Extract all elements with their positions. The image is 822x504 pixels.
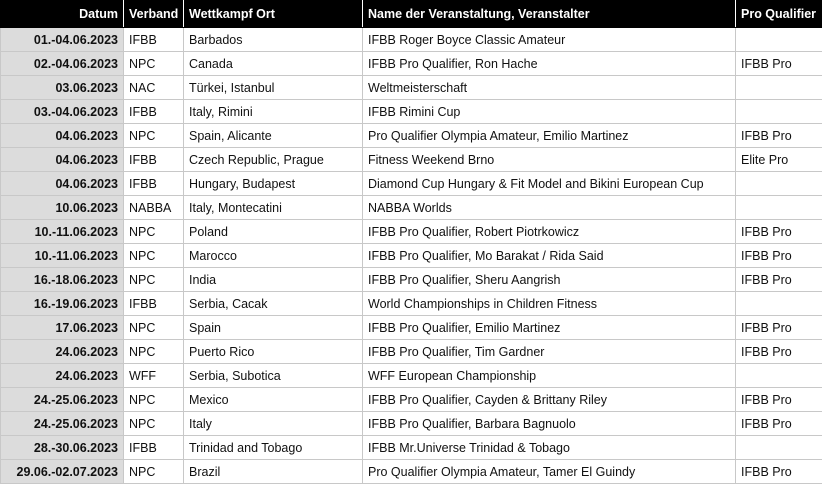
cell-wettkampf-ort: Marocco [184, 244, 363, 268]
cell-verband: NPC [124, 268, 184, 292]
table-body [1, 28, 822, 484]
cell-wettkampf-ort: Mexico [184, 388, 363, 412]
cell-veranstaltung: IFBB Roger Boyce Classic Amateur [363, 28, 736, 52]
table-row [1, 388, 822, 412]
table-row [1, 412, 822, 436]
cell-pro-qualifier [736, 172, 822, 196]
cell-pro-qualifier: IFBB Pro [736, 124, 822, 148]
table-header [1, 1, 822, 28]
cell-verband: IFBB [124, 100, 184, 124]
table-row [1, 172, 822, 196]
cell-wettkampf-ort: Barbados [184, 28, 363, 52]
cell-pro-qualifier: IFBB Pro [736, 220, 822, 244]
cell-veranstaltung: WFF European Championship [363, 364, 736, 388]
cell-veranstaltung: IFBB Pro Qualifier, Robert Piotrkowicz [363, 220, 736, 244]
cell-datum: 29.06.-02.07.2023 [1, 460, 124, 484]
cell-wettkampf-ort: Spain [184, 316, 363, 340]
cell-pro-qualifier [736, 364, 822, 388]
cell-verband: IFBB [124, 28, 184, 52]
cell-verband: NPC [124, 388, 184, 412]
table-row [1, 196, 822, 220]
cell-pro-qualifier [736, 292, 822, 316]
cell-wettkampf-ort: Türkei, Istanbul [184, 76, 363, 100]
cell-pro-qualifier: IFBB Pro [736, 340, 822, 364]
cell-wettkampf-ort: Serbia, Cacak [184, 292, 363, 316]
cell-wettkampf-ort: Italy, Montecatini [184, 196, 363, 220]
table-row [1, 124, 822, 148]
cell-verband: NABBA [124, 196, 184, 220]
cell-datum: 04.06.2023 [1, 124, 124, 148]
cell-wettkampf-ort: Serbia, Subotica [184, 364, 363, 388]
cell-pro-qualifier: IFBB Pro [736, 268, 822, 292]
cell-pro-qualifier: IFBB Pro [736, 244, 822, 268]
cell-datum: 16.-19.06.2023 [1, 292, 124, 316]
table-row [1, 148, 822, 172]
cell-datum: 24.-25.06.2023 [1, 412, 124, 436]
cell-veranstaltung: Weltmeisterschaft [363, 76, 736, 100]
table-row [1, 364, 822, 388]
cell-verband: NPC [124, 460, 184, 484]
table-row [1, 292, 822, 316]
cell-datum: 10.-11.06.2023 [1, 244, 124, 268]
cell-datum: 02.-04.06.2023 [1, 52, 124, 76]
cell-wettkampf-ort: Spain, Alicante [184, 124, 363, 148]
cell-pro-qualifier: IFBB Pro [736, 316, 822, 340]
cell-wettkampf-ort: Italy, Rimini [184, 100, 363, 124]
cell-veranstaltung: NABBA Worlds [363, 196, 736, 220]
table-row [1, 460, 822, 484]
cell-pro-qualifier: IFBB Pro [736, 412, 822, 436]
cell-datum: 24.-25.06.2023 [1, 388, 124, 412]
cell-veranstaltung: Diamond Cup Hungary & Fit Model and Bikini European Cup [363, 172, 736, 196]
cell-pro-qualifier: IFBB Pro [736, 460, 822, 484]
header-datum: Datum [1, 1, 124, 28]
cell-veranstaltung: IFBB Pro Qualifier, Tim Gardner [363, 340, 736, 364]
cell-veranstaltung: Pro Qualifier Olympia Amateur, Tamer El Guindy [363, 460, 736, 484]
cell-pro-qualifier [736, 76, 822, 100]
header-wettkampf-ort: Wettkampf Ort [184, 1, 363, 28]
table-row [1, 220, 822, 244]
cell-datum: 10.-11.06.2023 [1, 220, 124, 244]
header-row [1, 1, 822, 28]
table-row [1, 340, 822, 364]
table-row [1, 52, 822, 76]
cell-datum: 24.06.2023 [1, 340, 124, 364]
cell-datum: 04.06.2023 [1, 172, 124, 196]
cell-datum: 03.06.2023 [1, 76, 124, 100]
cell-verband: NPC [124, 244, 184, 268]
cell-verband: NAC [124, 76, 184, 100]
cell-datum: 01.-04.06.2023 [1, 28, 124, 52]
cell-datum: 17.06.2023 [1, 316, 124, 340]
table-row [1, 100, 822, 124]
cell-datum: 03.-04.06.2023 [1, 100, 124, 124]
cell-veranstaltung: IFBB Rimini Cup [363, 100, 736, 124]
cell-wettkampf-ort: Hungary, Budapest [184, 172, 363, 196]
cell-datum: 10.06.2023 [1, 196, 124, 220]
cell-pro-qualifier [736, 196, 822, 220]
cell-wettkampf-ort: Czech Republic, Prague [184, 148, 363, 172]
cell-verband: IFBB [124, 148, 184, 172]
cell-veranstaltung: Fitness Weekend Brno [363, 148, 736, 172]
table-row [1, 436, 822, 460]
cell-verband: NPC [124, 412, 184, 436]
cell-datum: 28.-30.06.2023 [1, 436, 124, 460]
cell-datum: 24.06.2023 [1, 364, 124, 388]
cell-veranstaltung: IFBB Mr.Universe Trinidad & Tobago [363, 436, 736, 460]
cell-wettkampf-ort: Italy [184, 412, 363, 436]
cell-pro-qualifier [736, 100, 822, 124]
cell-veranstaltung: IFBB Pro Qualifier, Ron Hache [363, 52, 736, 76]
cell-wettkampf-ort: Trinidad and Tobago [184, 436, 363, 460]
cell-veranstaltung: IFBB Pro Qualifier, Barbara Bagnuolo [363, 412, 736, 436]
cell-pro-qualifier: IFBB Pro [736, 52, 822, 76]
cell-veranstaltung: IFBB Pro Qualifier, Cayden & Brittany Riley [363, 388, 736, 412]
table-row [1, 268, 822, 292]
cell-verband: WFF [124, 364, 184, 388]
table-row [1, 76, 822, 100]
cell-verband: IFBB [124, 292, 184, 316]
table-row [1, 244, 822, 268]
header-pro-qualifier: Pro Qualifier [736, 1, 822, 28]
cell-datum: 16.-18.06.2023 [1, 268, 124, 292]
cell-veranstaltung: IFBB Pro Qualifier, Mo Barakat / Rida Said [363, 244, 736, 268]
cell-verband: IFBB [124, 436, 184, 460]
cell-veranstaltung: Pro Qualifier Olympia Amateur, Emilio Martinez [363, 124, 736, 148]
cell-veranstaltung: World Championships in Children Fitness [363, 292, 736, 316]
table-row [1, 316, 822, 340]
cell-pro-qualifier: Elite Pro [736, 148, 822, 172]
cell-verband: IFBB [124, 172, 184, 196]
header-veranstaltung: Name der Veranstaltung, Veranstalter [363, 1, 736, 28]
cell-wettkampf-ort: Brazil [184, 460, 363, 484]
cell-veranstaltung: IFBB Pro Qualifier, Emilio Martinez [363, 316, 736, 340]
cell-verband: NPC [124, 52, 184, 76]
cell-verband: NPC [124, 220, 184, 244]
cell-pro-qualifier: IFBB Pro [736, 388, 822, 412]
cell-verband: NPC [124, 340, 184, 364]
table-row [1, 28, 822, 52]
cell-verband: NPC [124, 124, 184, 148]
header-verband: Verband [124, 1, 184, 28]
cell-datum: 04.06.2023 [1, 148, 124, 172]
cell-verband: NPC [124, 316, 184, 340]
cell-wettkampf-ort: India [184, 268, 363, 292]
cell-pro-qualifier [736, 28, 822, 52]
cell-wettkampf-ort: Canada [184, 52, 363, 76]
cell-wettkampf-ort: Poland [184, 220, 363, 244]
cell-veranstaltung: IFBB Pro Qualifier, Sheru Aangrish [363, 268, 736, 292]
cell-pro-qualifier [736, 436, 822, 460]
cell-wettkampf-ort: Puerto Rico [184, 340, 363, 364]
